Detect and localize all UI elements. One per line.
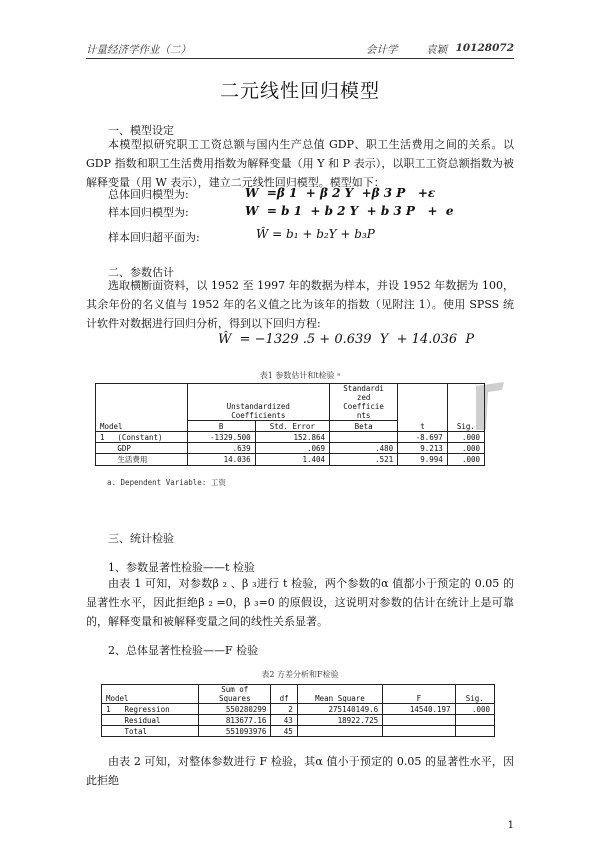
table-row: Total 551093976 45 (102, 726, 495, 737)
table-1-model-header: Model (96, 384, 188, 432)
header-title: 计量经济学作业（二） (86, 44, 191, 56)
header-id: 10128072 (455, 42, 514, 54)
regression-equation: Ŵ = −1329 .5 + 0.639 Y + 14.036 P (218, 332, 475, 347)
table-1-unstd-header: Unstandardized Coefficients (187, 384, 330, 421)
header-name: 袁颖 (426, 44, 447, 56)
section-2-heading: 二、参数估计 (108, 266, 174, 279)
table-2-sig-header: Sig. (455, 685, 494, 704)
hyperplane-equation: Ŵ = b₁ + b₂Y + b₃P (256, 227, 375, 241)
t-test-paragraph: 由表 1 可知，对参数β ₂ 、β ₃进行 t 检验，两个参数的α 值都小于预定的 0.05 的显著性水平，因此拒绝β ₂ =0，β ₃=0 的原假设，这说明对参数的估计在统计上是可靠的，解释变量和被解释变量之间的线性关系显著。 (86, 577, 514, 628)
table-1-b-header: B (187, 421, 255, 432)
anova-table (101, 684, 495, 737)
t-test-heading: 1、参数显著性检验——t 检验 (108, 561, 255, 574)
table-2-f-header: F (383, 685, 455, 704)
table-row: 生活费用 14.036 1.404 .521 9.994 .000 (96, 454, 485, 466)
header-course: 会计学 (366, 44, 398, 56)
table-1-se-header: Std. Error (255, 421, 329, 432)
section-1-heading: 一、模型设定 (108, 124, 174, 137)
section-3-heading: 三、统计检验 (108, 532, 174, 545)
hyperplane-label: 样本回归超平面为: (108, 231, 200, 244)
table-2-ms-header: Mean Square (297, 685, 382, 704)
coefficients-table (95, 383, 485, 466)
sample-model-label: 样本回归模型为: (108, 206, 189, 219)
table-row: GDP .639 .069 .480 9.213 .000 (96, 443, 485, 454)
page-header (86, 40, 514, 59)
table-row: 1 (Constant) -1329.500 152.864 -8.697 .000 (96, 432, 485, 443)
overall-model-equation: W =β 1 + β 2 Y +β 3 P +ε (245, 186, 436, 200)
section-2-paragraph: 选取横断面资料，以 1952 至 1997 年的数据为样本，并设 1952 年数据为 100，其余年份的名义值与 1952 年的名义值之比为该年的指数（见附注 1）。使用 SPSS 统计软件对数据进行回归分析，得到以下回归方程: (86, 279, 514, 330)
table-1-beta-header: Beta (330, 421, 398, 432)
table-1-caption: 表1 参数估计和t检验 ᵃ (259, 371, 341, 380)
table-row: Residual 813677.16 43 18922.725 (102, 715, 495, 726)
table-1-sig-header: Sig. (447, 384, 484, 432)
table-2-df-header: df (271, 685, 297, 704)
table-1-std-header: Standardi zed Coefficie nts (330, 384, 398, 421)
table-2-ss-header: Sum of Squares (199, 685, 271, 704)
f-test-heading: 2、总体显著性检验——F 检验 (108, 644, 259, 657)
table-row: 1 Regression 550280299 2 275140149.6 14540.197 .000 (102, 704, 495, 715)
section-1-paragraph: 本模型拟研究职工工资总额与国内生产总值 GDP、职工生活费用之间的关系。以 GDP 指数和职工生活费用指数为解释变量（用 Y 和 P 表示），以职工工资总额指数为被解释变量（用 W 表示），建立二元线性回归模型。模型如下： (86, 138, 514, 189)
table-2-caption: 表2 方差分析和F检验 (261, 670, 339, 679)
table-1-t-header: t (398, 384, 448, 432)
overall-model-label: 总体回归模型为: (108, 188, 189, 201)
table-2-model-header: Model (102, 685, 199, 704)
table-1-note: a. Dependent Variable: 工资 (107, 478, 226, 487)
sample-model-equation: W = b 1 + b 2 Y + b 3 P + e (245, 204, 454, 218)
page-title: 二元线性回归模型 (219, 80, 380, 102)
page-number: 1 (507, 820, 514, 831)
f-test-paragraph: 由表 2 可知，对整体参数进行 F 检验，其α 值小于预定的 0.05 的显著性水平，因此拒绝 (86, 755, 514, 787)
